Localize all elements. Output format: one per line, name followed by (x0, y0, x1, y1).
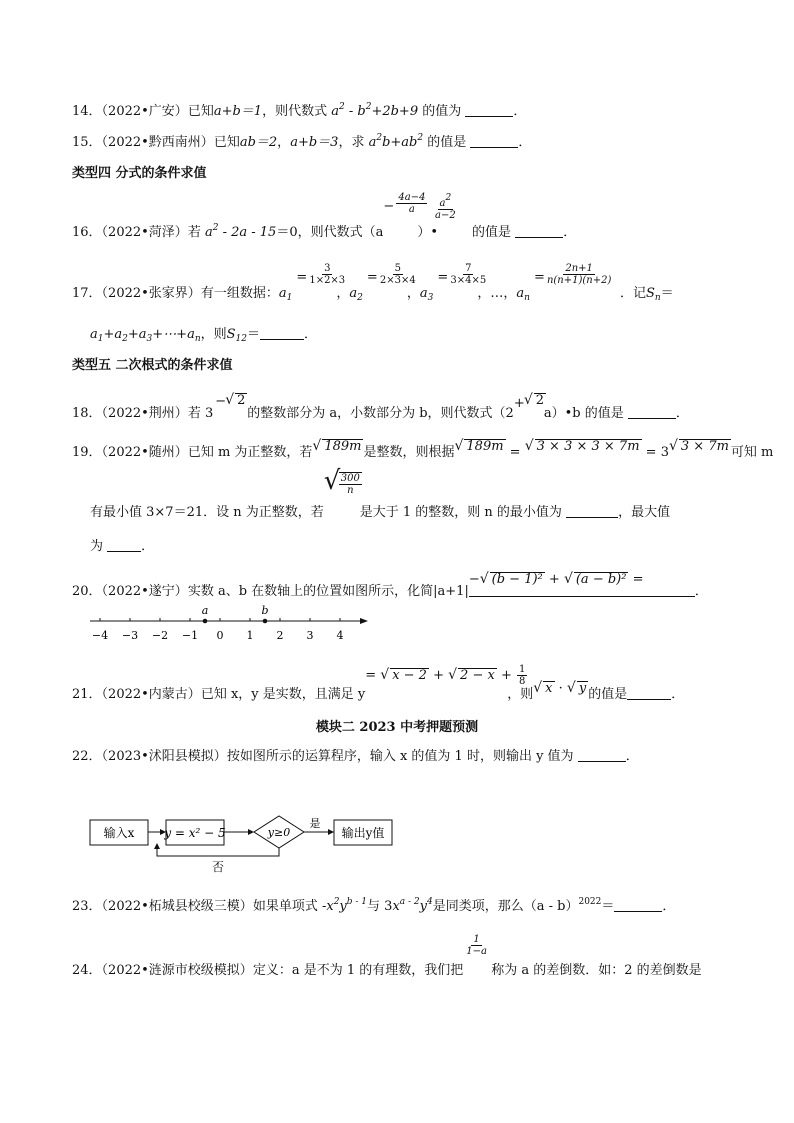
q-text: 的值是 (472, 225, 516, 240)
q-source: （2022•涟源市校级模拟） (101, 963, 253, 978)
answer-blank[interactable] (628, 406, 676, 419)
q-number: 16． (72, 225, 102, 240)
numerator: 5 (394, 263, 401, 274)
q-text: 若 3 (187, 406, 214, 421)
q-text: ． (662, 899, 676, 914)
q-number: 19． (72, 445, 102, 460)
fraction-term-3: = $\frac{7}{3\times 4\times 5}$ (437, 263, 487, 286)
q-text: = (505, 445, 525, 460)
q-text: ． (671, 687, 685, 702)
plus-sqrt-2: + √ 2 (513, 392, 545, 411)
flow-yes-label: 是 (309, 817, 321, 830)
flow-arrowhead-icon (328, 829, 334, 835)
point-a-label: a (201, 604, 209, 617)
q-source: （2023•沭阳县模拟） (101, 749, 227, 764)
answer-blank-expression[interactable]: −√ (b − 1)² + √ (a − b)² = (469, 582, 695, 597)
q-text: ． (694, 584, 708, 599)
q-text: ． (141, 539, 155, 554)
flow-output-label: 输出y值 (341, 826, 385, 840)
q-source: （2022•荆州） (101, 406, 188, 421)
q-text: ＝ (247, 327, 261, 342)
q-text: 是整数，则根据 (363, 445, 455, 460)
point-a (203, 619, 208, 624)
q-text: 的值是 (588, 687, 628, 702)
flow-formula-label: y = x² − 5 (164, 826, 226, 840)
denominator: 2×3×4 (379, 275, 416, 286)
q-expression: $a^2 - 2a - 15$ (204, 223, 277, 240)
sum-sn: $S_n$ (645, 286, 661, 303)
numerator: 7 (465, 263, 472, 274)
q-text: 定义：a 是不为 1 的有理数，我们把 (252, 963, 464, 978)
term-a1: $a_1$ (278, 286, 293, 303)
numerator: 2n+1 (565, 263, 593, 274)
numerator: 300 (340, 473, 360, 484)
flow-condition-label: y≥0 (267, 826, 291, 839)
q-text: = (628, 572, 644, 587)
q-text: 实数 a、b 在数轴上的位置如图所示，化简|a+1| (187, 584, 469, 599)
denominator: 1×2×3 (309, 275, 346, 286)
q-text: 按如图所示的运算程序，输入 x 的值为 1 时，则输出 y 值为 (226, 749, 578, 764)
answer-blank[interactable] (614, 899, 662, 912)
q-text: ． (513, 104, 527, 119)
q-text: 称为 a 的差倒数．如：2 的差倒数是 (491, 963, 702, 978)
radicand: x (545, 681, 553, 696)
answer-blank[interactable] (578, 749, 626, 762)
denominator: n (347, 485, 354, 496)
q-text: 若 (187, 225, 205, 240)
q-text: ，则 (200, 327, 227, 342)
q-text: = 3 (641, 445, 669, 460)
axis-arrow-icon (360, 618, 368, 624)
q-source: （2022•内蒙古） (101, 687, 201, 702)
answer-blank[interactable] (627, 687, 671, 700)
q-text: ． (563, 225, 577, 240)
q-text: ． (518, 135, 532, 150)
denominator: a−2 (435, 210, 456, 221)
fraction-term-1: = $\frac{3}{1\times 2\times 3}$ (296, 263, 346, 286)
q-text: ． (625, 749, 639, 764)
q-source: （2022•柘城县校级三模） (101, 899, 253, 914)
fraction-term-n: = $\frac{2n+1}{n(n+1)(n+2)}$ (533, 263, 612, 286)
q-text: 有最小值 3×7＝21．设 n 为正整数，若 (90, 505, 324, 520)
numerator: 1 (473, 934, 480, 945)
axis-tick-label: −2 (151, 629, 169, 642)
q-text: ．记 (619, 286, 646, 301)
question-21: 21．（2022•内蒙古）已知 x，y 是实数，且满足 y = √ x − 2 + √ 2 − x + $\frac{1}{8}$ ，则√ x · √ y 的值是 ． (72, 664, 685, 702)
q-text: = (365, 668, 381, 683)
section-heading-type5: 类型五 二次根式的条件求值 (72, 358, 233, 373)
axis-tick-label: 2 (276, 629, 284, 642)
q-text: ，…， (477, 286, 517, 301)
exponent: 2022 (578, 897, 602, 907)
question-17-line2 (90, 326, 317, 344)
q-text: 的值为 (418, 104, 466, 119)
axis-tick-label: 4 (336, 629, 344, 642)
numerator: 3 (324, 263, 331, 274)
q-text: ，则代数式 (262, 104, 332, 119)
q-source: （2022•菏泽） (101, 225, 188, 240)
monomial-2: $x^{a - 2}y^4$ (392, 897, 433, 914)
fraction-1-over-1-a (463, 934, 491, 974)
axis-tick-label: −3 (121, 629, 139, 642)
q-source: （2022•黔西南州） (101, 135, 214, 150)
flow-input-label: 输入x (103, 826, 135, 840)
radicand: 2 − x (460, 668, 495, 683)
q-text: 是大于 1 的整数，则 n 的最小值为 (359, 505, 567, 520)
q-text: + (544, 572, 564, 587)
numerator: 1 (518, 664, 526, 675)
q-text: + (428, 668, 449, 683)
q-number: 15． (72, 135, 102, 150)
q-text: ，求 (338, 135, 369, 150)
sqrt-300-over-n: √ $\frac{300}{n}$ (323, 466, 360, 496)
denominator: n(n+1)(n+2) (546, 275, 612, 286)
q-text: + (496, 668, 516, 683)
q-text: 已知 x，y 是实数，且满足 y (200, 687, 366, 702)
sum-s12: $S_{12}$ (226, 327, 247, 344)
question-19-line3 (90, 538, 154, 556)
q-text: 为 (90, 539, 108, 554)
section-heading-type4: 类型四 分式的条件求值 (72, 166, 207, 181)
numerator: $a^2$ (439, 193, 452, 209)
q-number: 17． (72, 286, 102, 301)
minus-sqrt-2: − √ 2 (215, 392, 246, 409)
q-source: （2022•随州） (101, 445, 188, 460)
question-20 (72, 571, 708, 601)
answer-blank-max[interactable] (107, 539, 141, 552)
q-source: （2022•广安） (101, 104, 188, 119)
denominator: a (408, 204, 415, 215)
q-expression: $a_1+a_2+a_3+\cdots+a_n$ (90, 327, 201, 344)
number-line-figure (86, 600, 376, 646)
radicand: y (578, 681, 587, 696)
axis-tick-label: −4 (91, 629, 109, 642)
q-text: 与 3 (367, 899, 393, 914)
q-expression: $a^2 - b^2+2b+9$ (331, 102, 419, 119)
fraction-term-2: = $\frac{5}{2\times 3\times 4}$ (366, 263, 416, 286)
q-expression: a+b＝3 (290, 135, 339, 150)
q-text: 已知 m 为正整数，若 (187, 445, 313, 460)
q-number: 20． (72, 584, 102, 599)
q-text: ． (675, 406, 689, 421)
q-number: 21． (72, 687, 102, 702)
question-19: 19．（2022•随州）已知 m 为正整数，若√ 189m 是整数，则根据√ 189m = √ 3 × 3 × 3 × 7m = 3√ 3 × 7m 可知 m (72, 438, 774, 460)
denominator: 8 (518, 676, 526, 687)
q-text: 可知 m (730, 445, 774, 460)
q-source: （2022•张家界） (101, 286, 201, 301)
q-expression: a+b＝1 (213, 104, 263, 119)
radicand: 3 × 7m (680, 439, 729, 454)
answer-blank[interactable] (465, 104, 513, 117)
question-16 (72, 192, 577, 242)
q-text: 有一组数据： (200, 286, 279, 301)
axis-tick-label: −1 (181, 629, 199, 642)
question-22 (72, 748, 639, 766)
axis-tick-label: 0 (216, 629, 224, 642)
question-18 (72, 392, 689, 423)
radicand: (a − b)² (575, 572, 627, 587)
point-b (263, 619, 268, 624)
answer-blank-min[interactable] (566, 505, 618, 518)
flow-arrowhead-icon (154, 843, 160, 849)
question-17: 17．（2022•张家界）有一组数据：$a_1$ = $\frac{3}{1\times 2\times 3}$ ，$a_2$ = $\frac{5}{2\times 3\times 4}$ ，$a_3$ = $\frac{7}{3\times 4\times 5}$ ，…，$a_n$ = $\frac{2n+1}{n(n+1)(n+2)}$ ．记$S_n=$ (72, 263, 674, 303)
module-title: 模块二 2023 中考押题预测 (315, 720, 479, 735)
q-text: ＝ (601, 899, 615, 914)
q-number: 22． (72, 749, 102, 764)
q-number: 14． (72, 104, 102, 119)
q-expression: ab＝2 (239, 135, 278, 150)
term-an: $a_n$ (516, 286, 530, 303)
question-19-line2 (90, 466, 671, 522)
q-text: ＝0，则代数式（a (276, 225, 384, 240)
q-number: 23． (72, 899, 102, 914)
radicand: 189m (324, 439, 362, 454)
q-text: 的值是 (423, 135, 471, 150)
fraction-4a-4-over-a: − $\frac{4a-4}{a}$ (383, 192, 426, 215)
radicand: (b − 1)² (491, 572, 543, 587)
fraction-a2-over-a-2 (435, 193, 472, 236)
answer-blank[interactable] (260, 327, 304, 340)
q-text: · (554, 681, 567, 696)
q-text: ）• (417, 225, 439, 240)
denominator: 1−a (466, 946, 487, 957)
numerator: 4a−4 (398, 192, 426, 203)
axis-tick-label: 1 (246, 629, 254, 642)
denominator: 3×4×5 (450, 275, 487, 286)
equation-y: = √ x − 2 + √ 2 − x + $\frac{1}{8}$ (365, 664, 526, 687)
term-a2: $a_2$ (349, 286, 363, 303)
answer-blank[interactable] (515, 225, 563, 238)
flowchart (86, 810, 406, 860)
radicand: 3 × 3 × 3 × 7m (536, 439, 640, 454)
q-source: （2022•遂宁） (101, 584, 188, 599)
q-text: 的整数部分为 a，小数部分为 b，则代数式（2 (247, 406, 514, 421)
monomial-1: $x^2y^{b - 1}$ (326, 897, 368, 914)
answer-blank[interactable] (470, 135, 518, 148)
q-text: ，最大值 (618, 505, 671, 520)
term-a3: $a_3$ (419, 286, 434, 303)
question-14 (72, 103, 526, 121)
q-text: 已知 (213, 135, 240, 150)
q-text: ． (304, 327, 318, 342)
question-24 (72, 934, 702, 980)
axis-tick-label: 3 (306, 629, 314, 642)
flow-no-label: 否 (212, 860, 225, 874)
flow-loop-arrow (157, 845, 279, 856)
q-number: 18． (72, 406, 102, 421)
q-expression: $a^2b+ab^2$ (368, 133, 424, 150)
q-text: ， (277, 135, 291, 150)
question-15 (72, 134, 531, 152)
q-text: ，则 (507, 687, 534, 702)
q-text: a）•b 的值是 (543, 406, 628, 421)
q-text: 已知 (187, 104, 214, 119)
q-text: 是同类项，那么（a - b） (432, 899, 579, 914)
radicand: 189m (466, 439, 504, 454)
point-b-label: b (261, 604, 269, 617)
axis-tick-labels (92, 629, 344, 642)
q-text: 如果单项式 - (252, 899, 327, 914)
radicand: x − 2 (392, 668, 427, 683)
question-23 (72, 898, 675, 916)
q-number: 24． (72, 963, 102, 978)
